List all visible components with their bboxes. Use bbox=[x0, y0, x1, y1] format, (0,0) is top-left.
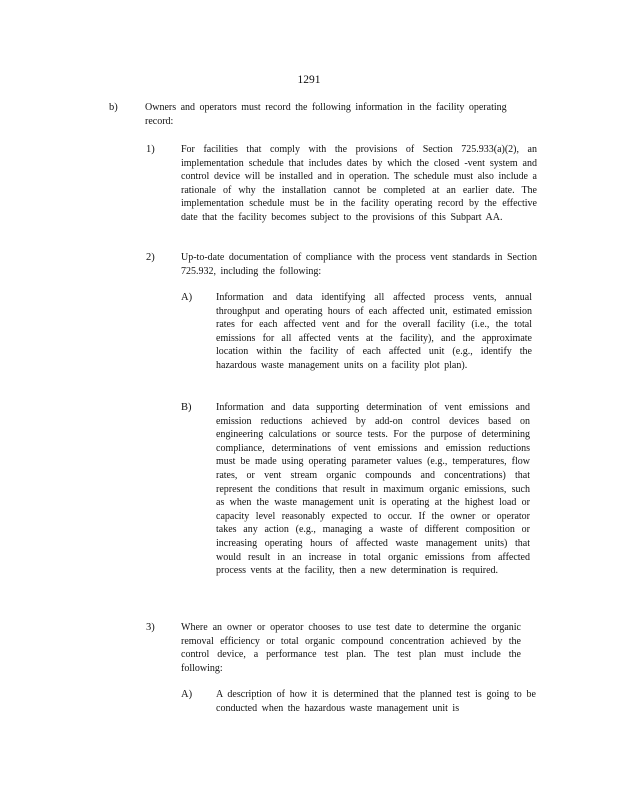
item-2-subitem-a-marker: A) bbox=[181, 292, 193, 303]
item-1-text: For facilities that comply with the provisions of Section 725.933(a)(2), an implementation schedule that includes dates by which the closed -vent system and control device will be installed and in operation. The schedule must also include a rationale of why the installation cannot be completed at an earlier date. The implementation schedule must be in the facility operating record by the effective date that the facility becomes subject to the provisions of this Subpart AA. bbox=[181, 144, 537, 223]
item-2-subitem-b bbox=[181, 401, 530, 578]
section-b-text: Owners and operators must record the following information in the facility operating record: bbox=[145, 102, 507, 127]
item-3-subitem-a-marker: A) bbox=[181, 689, 193, 700]
item-1 bbox=[146, 143, 537, 225]
item-2-text: Up-to-date documentation of compliance with the process vent standards in Section 725.932, including the following: bbox=[181, 252, 537, 277]
item-3 bbox=[146, 621, 521, 675]
item-2-subitem-a bbox=[181, 291, 532, 373]
item-2-subitem-b-text: Information and data supporting determination of vent emissions and emission reductions achieved by add-on control devices based on engineering calculations or source tests. For the purpose of determining compliance, determinations of vent emissions and emission reductions must be made using operating parameter values (e.g., temperatures, flow rates, or vent stream organic compounds and concentrations) that represent the conditions that result in maximum organic emissions, such as when the waste management unit is operating at the highest load or capacity level reasonably expected to occur. If the owner or operator takes any action (e.g., managing a waste of different composition or increasing operating hours of affected waste management units) that would result in an increase in total organic emissions from affected process vents at the facility, then a new determination is required. bbox=[216, 402, 530, 577]
item-3-marker: 3) bbox=[146, 622, 155, 633]
page-number: 1291 bbox=[297, 74, 321, 86]
item-2 bbox=[146, 251, 537, 278]
item-2-subitem-b-marker: B) bbox=[181, 402, 192, 413]
item-3-text: Where an owner or operator chooses to use test date to determine the organic removal efficiency or total organic compound concentration achieved by the control device, a performance test plan. The test plan must include the following: bbox=[181, 622, 521, 674]
item-3-subitem-a bbox=[181, 688, 536, 715]
section-b-marker: b) bbox=[109, 102, 118, 113]
item-3-subitem-a-text: A description of how it is determined that the planned test is going to be conducted when the hazardous waste management unit is bbox=[216, 689, 536, 714]
item-2-subitem-a-text: Information and data identifying all affected process vents, annual throughput and operating hours of each affected unit, estimated emission rates for each affected vent and for the overall facility (i.e., the total emissions for all affected vents at the facility), and the approximate location within the facility of each affected unit (e.g., identify the hazardous waste management units on a facility plot plan). bbox=[216, 292, 532, 371]
item-1-marker: 1) bbox=[146, 144, 155, 155]
item-2-marker: 2) bbox=[146, 252, 155, 263]
section-b bbox=[109, 101, 515, 128]
